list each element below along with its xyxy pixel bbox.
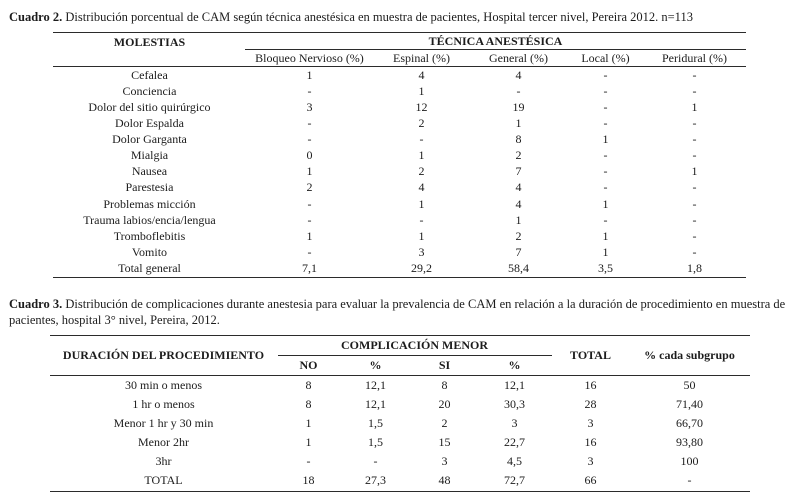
value-cell: 1 (602, 228, 609, 243)
value-cell: 2 (441, 416, 448, 431)
value-cell: 27,3 (340, 471, 412, 491)
cuadro2-row (53, 164, 745, 180)
value-cell: 18 (278, 471, 340, 491)
cuadro3-col-si-pct: % (478, 355, 552, 375)
duracion-cell: 30 min o menos (125, 377, 202, 392)
cuadro3-caption-text: Distribución de complicaciones durante anestesia para evaluar la prevalencia de CAM en relación a la duración de procedimiento en muestra de pacientes, hospital 3° nivel, Pereira, 2012. (9, 296, 786, 327)
cuadro2-row (53, 212, 745, 228)
cuadro3-header (50, 335, 750, 375)
molestia-cell: Dolor Espalda (114, 116, 184, 131)
cuadro2-header-molestias: MOLESTIAS (53, 33, 245, 67)
value-cell: 1 (305, 416, 312, 431)
value-cell: 0 (306, 148, 313, 163)
value-cell: 4 (418, 180, 425, 195)
value-cell: 1 (691, 99, 698, 114)
value-cell: 2 (306, 180, 313, 195)
value-cell: - (419, 212, 424, 227)
value-cell: - (603, 148, 608, 163)
cuadro3-col-si: SI (412, 355, 478, 375)
molestia-cell: Trauma labios/encia/lengua (83, 212, 216, 227)
cuadro2-col-local: Local (%) (567, 50, 643, 67)
value-cell: 12,1 (504, 377, 525, 392)
value-cell: - (692, 148, 697, 163)
value-cell: 3 (587, 454, 594, 469)
value-cell: - (692, 228, 697, 243)
value-cell: 28 (584, 396, 597, 411)
molestia-cell: Dolor del sitio quirúrgico (88, 99, 211, 114)
cuadro2-row (53, 99, 745, 115)
duracion-cell: Menor 2hr (138, 435, 189, 450)
cuadro3-col-no: NO (278, 355, 340, 375)
cuadro2-header (53, 33, 745, 67)
cuadro2-col-general: General (%) (469, 50, 567, 67)
cuadro2-caption (9, 9, 790, 25)
molestia-cell: Conciencia (122, 83, 177, 98)
value-cell: 3,5 (567, 261, 643, 278)
value-cell: 16 (584, 435, 597, 450)
value-cell: 15 (438, 435, 451, 450)
value-cell: 8 (305, 377, 312, 392)
value-cell: - (630, 471, 750, 491)
duracion-cell: 3hr (155, 454, 172, 469)
molestia-cell: Vomito (131, 244, 168, 259)
value-cell: 30,3 (504, 396, 525, 411)
value-cell: 7,1 (245, 261, 373, 278)
cuadro2-row (53, 244, 745, 260)
value-cell: - (516, 83, 521, 98)
value-cell: - (603, 212, 608, 227)
value-cell: 8 (305, 396, 312, 411)
value-cell: 7 (515, 244, 522, 259)
value-cell: 2 (515, 228, 522, 243)
cuadro2-col-bloqueo-nervioso: Bloqueo Nervioso (%) (245, 50, 373, 67)
value-cell: - (603, 83, 608, 98)
value-cell: 1 (418, 148, 425, 163)
cuadro3-header-complicacion: COMPLICACIÓN MENOR (278, 335, 552, 355)
value-cell: 4,5 (507, 454, 522, 469)
duracion-cell: TOTAL (50, 471, 278, 491)
value-cell: 58,4 (469, 261, 567, 278)
cuadro2-row (53, 148, 745, 164)
value-cell: - (603, 164, 608, 179)
value-cell: - (306, 454, 311, 469)
value-cell: - (307, 116, 312, 131)
value-cell: - (692, 132, 697, 147)
value-cell: 48 (412, 471, 478, 491)
value-cell: 3 (587, 416, 594, 431)
cuadro3-row (50, 375, 750, 395)
cuadro2-header-row-1 (53, 33, 745, 50)
cuadro2-row (53, 261, 745, 278)
value-cell: 50 (683, 377, 696, 392)
value-cell: 1 (418, 228, 425, 243)
cuadro3-caption (9, 296, 790, 328)
cuadro3-row (50, 452, 750, 471)
value-cell: 16 (584, 377, 597, 392)
cuadro2-row (53, 196, 745, 212)
value-cell: 1 (515, 212, 522, 227)
value-cell: 1 (306, 67, 313, 82)
value-cell: 1,8 (643, 261, 745, 278)
value-cell: - (307, 83, 312, 98)
value-cell: 1,5 (368, 416, 383, 431)
cuadro3-header-row-1 (50, 335, 750, 355)
value-cell: - (603, 99, 608, 114)
value-cell: - (603, 67, 608, 82)
value-cell: 1 (691, 164, 698, 179)
value-cell: - (692, 244, 697, 259)
molestia-cell: Cefalea (131, 67, 168, 82)
value-cell: - (307, 244, 312, 259)
value-cell: 1 (306, 164, 313, 179)
value-cell: - (692, 116, 697, 131)
value-cell: 1 (418, 83, 425, 98)
value-cell: 3 (441, 454, 448, 469)
value-cell: 72,7 (478, 471, 552, 491)
value-cell: 2 (515, 148, 522, 163)
duracion-cell: Menor 1 hr y 30 min (113, 416, 214, 431)
molestia-cell: Total general (53, 261, 245, 278)
value-cell: 1 (418, 196, 425, 211)
cuadro2-col-espinal: Espinal (%) (373, 50, 469, 67)
value-cell: 22,7 (504, 435, 525, 450)
value-cell: 1 (602, 196, 609, 211)
value-cell: - (692, 180, 697, 195)
value-cell: 3 (418, 244, 425, 259)
value-cell: 8 (441, 377, 448, 392)
value-cell: - (692, 196, 697, 211)
cuadro2-caption-label: Cuadro 2. (9, 10, 63, 24)
value-cell: 71,40 (676, 396, 703, 411)
value-cell: 66,70 (676, 416, 703, 431)
cuadro2-row (53, 116, 745, 132)
value-cell: 19 (512, 99, 525, 114)
cuadro2-caption-text: Distribución porcentual de CAM según técnica anestésica en muestra de pacientes, Hospital tercer nivel, Pereira 2012. n=113 (65, 10, 693, 24)
value-cell: - (603, 180, 608, 195)
value-cell: 1 (305, 435, 312, 450)
value-cell: 1 (602, 244, 609, 259)
cuadro3-body (50, 375, 750, 491)
cuadro2-row (53, 180, 745, 196)
value-cell: 4 (515, 180, 522, 195)
value-cell: 93,80 (676, 435, 703, 450)
value-cell: 1,5 (368, 435, 383, 450)
value-cell: 1 (515, 116, 522, 131)
duracion-cell: 1 hr o menos (132, 396, 195, 411)
cuadro2-col-peridural: Peridural (%) (643, 50, 745, 67)
cuadro2-row (53, 132, 745, 148)
value-cell: 7 (515, 164, 522, 179)
cuadro3-table (50, 335, 750, 492)
value-cell: 2 (418, 116, 425, 131)
cuadro2-table (53, 32, 745, 278)
value-cell: 12 (415, 99, 428, 114)
value-cell: - (419, 132, 424, 147)
value-cell: 4 (515, 196, 522, 211)
cuadro3-caption-label: Cuadro 3. (9, 296, 63, 311)
value-cell: 4 (515, 67, 522, 82)
value-cell: 8 (515, 132, 522, 147)
cuadro2-row (53, 228, 745, 244)
value-cell: 20 (438, 396, 451, 411)
value-cell: - (307, 212, 312, 227)
value-cell: 12,1 (365, 377, 386, 392)
molestia-cell: Mialgia (130, 148, 169, 163)
cuadro2-row (53, 83, 745, 99)
value-cell: 2 (418, 164, 425, 179)
value-cell: 66 (552, 471, 630, 491)
cuadro3-row (50, 471, 750, 491)
cuadro2-row (53, 67, 745, 84)
value-cell: - (692, 212, 697, 227)
value-cell: - (692, 83, 697, 98)
value-cell: - (603, 116, 608, 131)
value-cell: 3 (306, 99, 313, 114)
value-cell: - (692, 67, 697, 82)
value-cell: 4 (418, 67, 425, 82)
value-cell: 12,1 (365, 396, 386, 411)
value-cell: - (307, 132, 312, 147)
value-cell: - (307, 196, 312, 211)
cuadro3-header-duracion: DURACIÓN DEL PROCEDIMIENTO (50, 335, 278, 375)
molestia-cell: Parestesia (125, 180, 174, 195)
cuadro2-body (53, 67, 745, 277)
cuadro3-header-subgrupo: % cada subgrupo (630, 335, 750, 375)
cuadro3-col-no-pct: % (340, 355, 412, 375)
value-cell: 29,2 (373, 261, 469, 278)
molestia-cell: Nausea (131, 164, 168, 179)
cuadro3-header-total: TOTAL (552, 335, 630, 375)
value-cell: 100 (680, 454, 699, 469)
molestia-cell: Tromboflebitis (113, 228, 186, 243)
value-cell: 1 (306, 228, 313, 243)
molestia-cell: Dolor Garganta (112, 132, 187, 147)
molestia-cell: Problemas micción (103, 196, 196, 211)
cuadro2-header-tecnica: TÉCNICA ANESTÉSICA (245, 33, 745, 50)
cuadro3-row (50, 414, 750, 433)
value-cell: 3 (511, 416, 518, 431)
cuadro3-row (50, 433, 750, 452)
value-cell: 1 (602, 132, 609, 147)
value-cell: - (373, 454, 378, 469)
cuadro3-row (50, 395, 750, 414)
